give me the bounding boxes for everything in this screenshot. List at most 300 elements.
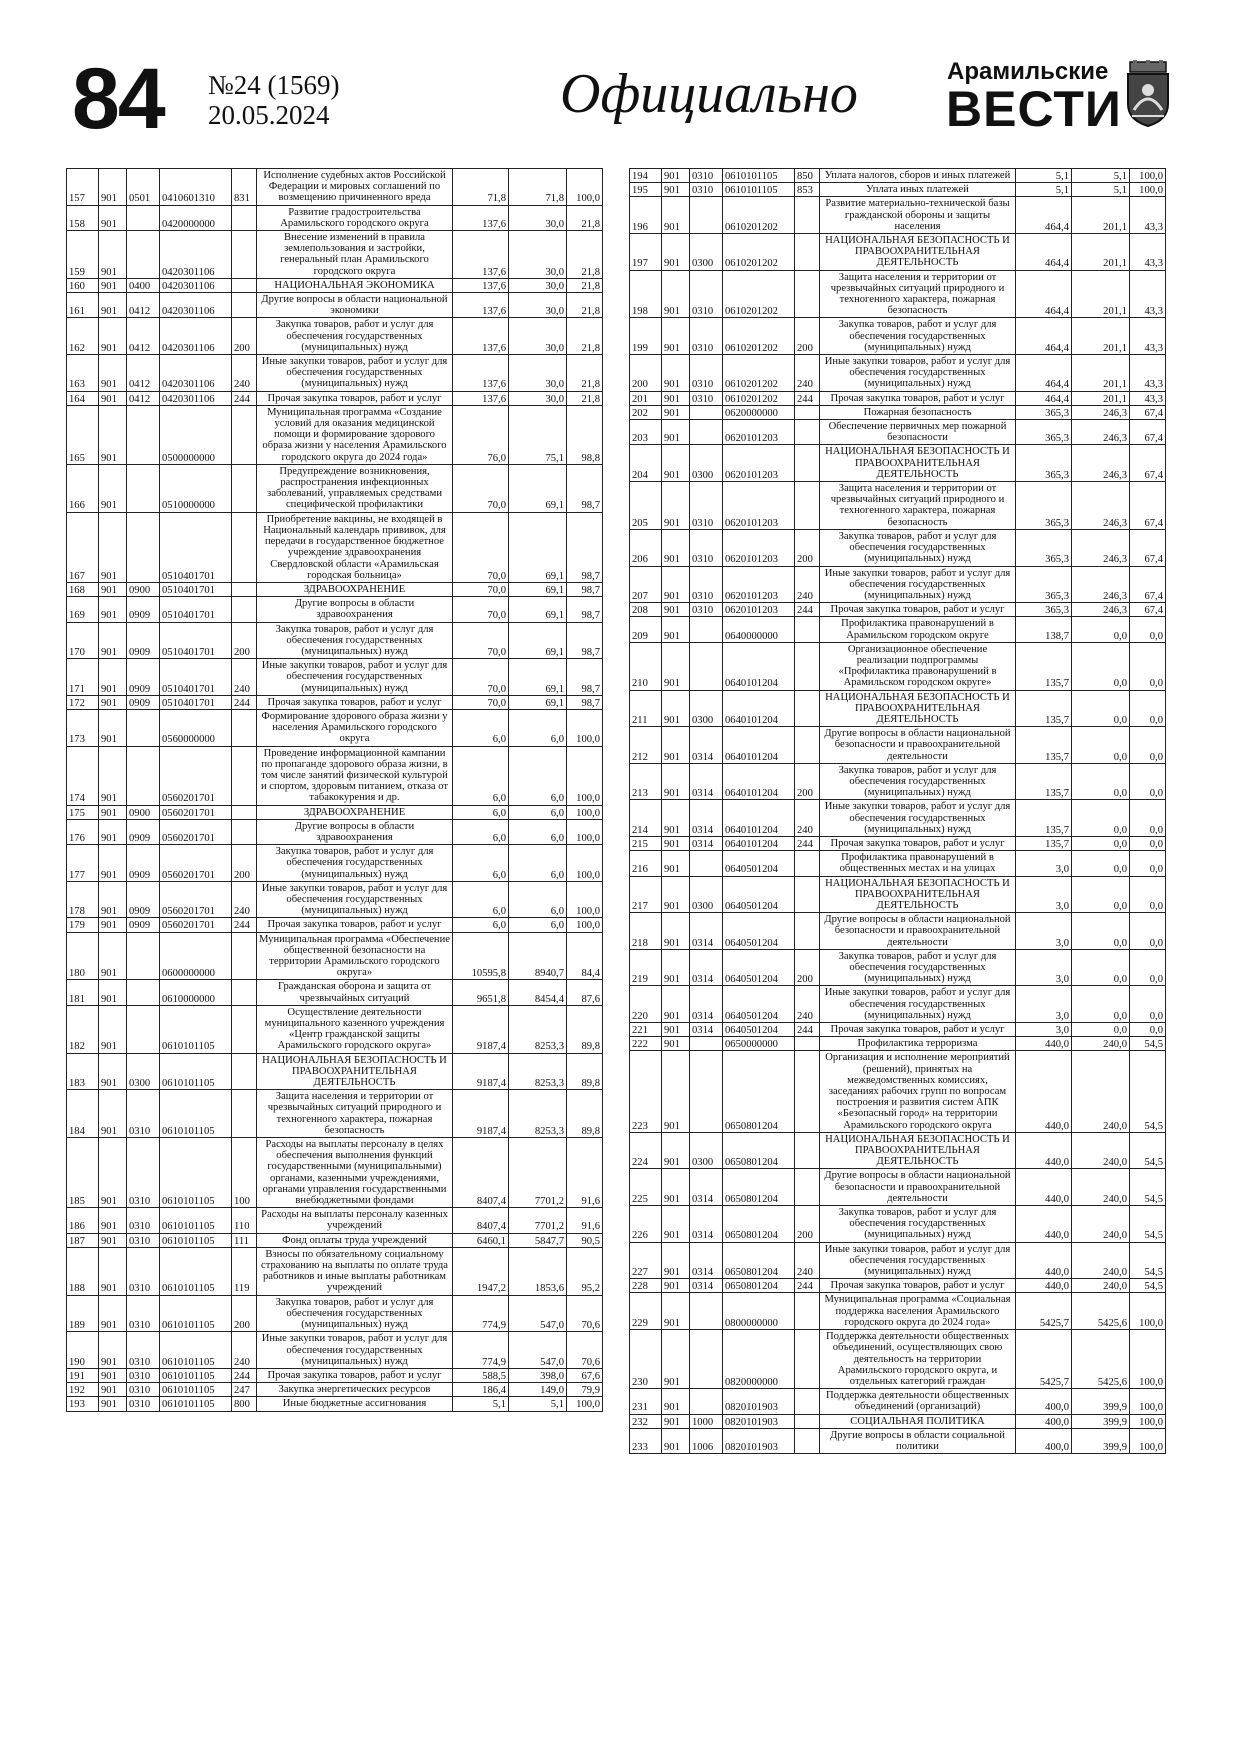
planned-amount: 365,3 xyxy=(1016,603,1072,617)
planned-amount: 137,6 xyxy=(453,293,509,318)
planned-amount: 5,1 xyxy=(1016,183,1072,197)
table-row xyxy=(630,986,1166,1023)
ministry-code: 901 xyxy=(99,1247,127,1295)
row-number: 215 xyxy=(630,836,662,850)
description: Другие вопросы в области национальной безопасности и правоохранительной деятельности xyxy=(820,913,1016,950)
issue-number: №24 (1569) xyxy=(208,70,340,100)
section-code: 0310 xyxy=(127,1090,160,1138)
planned-amount: 70,0 xyxy=(453,659,509,696)
table-row xyxy=(630,1242,1166,1279)
ministry-code: 901 xyxy=(99,709,127,746)
execution-percent: 87,6 xyxy=(567,980,603,1005)
description: Прочая закупка товаров, работ и услуг xyxy=(820,1279,1016,1293)
target-article-code: 0610101105 xyxy=(160,1295,232,1332)
ministry-code: 901 xyxy=(99,746,127,805)
expense-type-code xyxy=(795,445,820,482)
row-number: 183 xyxy=(67,1053,99,1090)
executed-amount: 240,0 xyxy=(1072,1169,1130,1206)
planned-amount: 135,7 xyxy=(1016,836,1072,850)
row-number: 186 xyxy=(67,1208,99,1233)
right-column xyxy=(629,168,1166,1454)
row-number: 195 xyxy=(630,183,662,197)
description: НАЦИОНАЛЬНАЯ БЕЗОПАСНОСТЬ И ПРАВООХРАНИТЕЛЬНАЯ ДЕЯТЕЛЬНОСТЬ xyxy=(820,1132,1016,1169)
description: Поддержка деятельности общественных объединений, осуществляющих свою деятельность на территории Арамильского городского округа, и отдельных категорий граждан xyxy=(820,1330,1016,1389)
ministry-code: 901 xyxy=(662,763,690,800)
table-row xyxy=(630,445,1166,482)
section-code: 1000 xyxy=(690,1414,723,1428)
expense-type-code xyxy=(795,1293,820,1330)
target-article-code: 0610201202 xyxy=(723,270,795,318)
section-code: 0314 xyxy=(690,836,723,850)
expense-type-code xyxy=(795,1132,820,1169)
executed-amount: 6,0 xyxy=(509,746,567,805)
target-article-code: 0510401701 xyxy=(160,659,232,696)
expense-type-code xyxy=(795,234,820,271)
executed-amount: 240,0 xyxy=(1072,1206,1130,1243)
row-number: 217 xyxy=(630,876,662,913)
target-article-code: 0610201202 xyxy=(723,197,795,234)
executed-amount: 30,0 xyxy=(509,278,567,292)
description: Закупка товаров, работ и услуг для обеспечения государственных (муниципальных) нужд xyxy=(820,949,1016,986)
table-row xyxy=(67,405,603,464)
section-code xyxy=(127,405,160,464)
description: НАЦИОНАЛЬНАЯ БЕЗОПАСНОСТЬ И ПРАВООХРАНИТЕЛЬНАЯ ДЕЯТЕЛЬНОСТЬ xyxy=(820,234,1016,271)
planned-amount: 588,5 xyxy=(453,1368,509,1382)
planned-amount: 135,7 xyxy=(1016,800,1072,837)
section-code xyxy=(690,617,723,642)
description: Организационное обеспечение реализации подпрограммы «Профилактика правонарушений в Арамильском городском округе» xyxy=(820,642,1016,690)
executed-amount: 0,0 xyxy=(1072,690,1130,727)
executed-amount: 75,1 xyxy=(509,405,567,464)
ministry-code: 901 xyxy=(662,420,690,445)
planned-amount: 9651,8 xyxy=(453,980,509,1005)
table-row xyxy=(630,1206,1166,1243)
description: Закупка товаров, работ и услуг для обеспечения государственных (муниципальных) нужд xyxy=(257,1295,453,1332)
ministry-code: 901 xyxy=(662,603,690,617)
expense-type-code xyxy=(232,293,257,318)
execution-percent: 100,0 xyxy=(1130,169,1166,183)
table-row xyxy=(630,642,1166,690)
executed-amount: 0,0 xyxy=(1072,727,1130,764)
section-code xyxy=(127,746,160,805)
expense-type-code xyxy=(795,1037,820,1051)
executed-amount: 30,0 xyxy=(509,355,567,392)
section-code xyxy=(690,1037,723,1051)
section-code xyxy=(690,405,723,419)
executed-amount: 201,1 xyxy=(1072,391,1130,405)
target-article-code: 0640501204 xyxy=(723,876,795,913)
table-row xyxy=(630,1023,1166,1037)
executed-amount: 0,0 xyxy=(1072,642,1130,690)
planned-amount: 3,0 xyxy=(1016,851,1072,876)
planned-amount: 10595,8 xyxy=(453,932,509,980)
section-code xyxy=(690,1330,723,1389)
execution-percent: 98,7 xyxy=(567,622,603,659)
planned-amount: 6,0 xyxy=(453,709,509,746)
executed-amount: 0,0 xyxy=(1072,949,1130,986)
table-row xyxy=(630,1330,1166,1389)
target-article-code: 0650801204 xyxy=(723,1242,795,1279)
target-article-code: 0640101204 xyxy=(723,836,795,850)
expense-type-code: 244 xyxy=(795,836,820,850)
executed-amount: 5425,6 xyxy=(1072,1330,1130,1389)
expense-type-code: 200 xyxy=(232,1295,257,1332)
section-code: 0310 xyxy=(127,1208,160,1233)
row-number: 207 xyxy=(630,566,662,603)
expense-type-code xyxy=(795,405,820,419)
ministry-code: 901 xyxy=(99,512,127,582)
planned-amount: 464,4 xyxy=(1016,197,1072,234)
ministry-code: 901 xyxy=(662,1414,690,1428)
section-code: 0909 xyxy=(127,659,160,696)
section-code: 0314 xyxy=(690,727,723,764)
expense-type-code xyxy=(232,819,257,844)
budget-table-left xyxy=(66,168,603,1412)
table-row xyxy=(630,566,1166,603)
row-number: 159 xyxy=(67,231,99,279)
ministry-code: 901 xyxy=(99,1090,127,1138)
planned-amount: 70,0 xyxy=(453,582,509,596)
row-number: 220 xyxy=(630,986,662,1023)
execution-percent: 67,4 xyxy=(1130,603,1166,617)
execution-percent: 54,5 xyxy=(1130,1206,1166,1243)
ministry-code: 901 xyxy=(99,1053,127,1090)
ministry-code: 901 xyxy=(662,1242,690,1279)
table-row xyxy=(67,932,603,980)
row-number: 182 xyxy=(67,1005,99,1053)
target-article-code: 0420301106 xyxy=(160,318,232,355)
executed-amount: 240,0 xyxy=(1072,1279,1130,1293)
execution-percent: 21,8 xyxy=(567,293,603,318)
executed-amount: 149,0 xyxy=(509,1383,567,1397)
description: Формирование здорового образа жизни у населения Арамильского городского округа xyxy=(257,709,453,746)
description: Защита населения и территории от чрезвычайных ситуаций природного и техногенного характера, пожарная безопасность xyxy=(257,1090,453,1138)
description: Иные закупки товаров, работ и услуг для обеспечения государственных (муниципальных) нужд xyxy=(257,1332,453,1369)
execution-percent: 70,6 xyxy=(567,1332,603,1369)
executed-amount: 6,0 xyxy=(509,805,567,819)
section-code xyxy=(690,420,723,445)
expense-type-code xyxy=(795,1330,820,1389)
execution-percent: 21,8 xyxy=(567,231,603,279)
execution-percent: 0,0 xyxy=(1130,690,1166,727)
ministry-code: 901 xyxy=(99,169,127,206)
expense-type-code xyxy=(232,980,257,1005)
section-code: 0310 xyxy=(127,1247,160,1295)
expense-type-code xyxy=(232,512,257,582)
planned-amount: 365,3 xyxy=(1016,529,1072,566)
ministry-code: 901 xyxy=(99,318,127,355)
section-code: 0310 xyxy=(690,566,723,603)
expense-type-code xyxy=(795,1414,820,1428)
description: Развитие градостроительства Арамильского городского округа xyxy=(257,205,453,230)
expense-type-code xyxy=(795,690,820,727)
expense-type-code xyxy=(232,278,257,292)
row-number: 160 xyxy=(67,278,99,292)
target-article-code: 0510401701 xyxy=(160,695,232,709)
description: Прочая закупка товаров, работ и услуг xyxy=(257,918,453,932)
executed-amount: 69,1 xyxy=(509,659,567,696)
ministry-code: 901 xyxy=(662,690,690,727)
executed-amount: 246,3 xyxy=(1072,529,1130,566)
target-article-code: 0800000000 xyxy=(723,1293,795,1330)
execution-percent: 54,5 xyxy=(1130,1037,1166,1051)
planned-amount: 365,3 xyxy=(1016,566,1072,603)
page-header xyxy=(0,0,1241,150)
table-row xyxy=(630,391,1166,405)
target-article-code: 0620101203 xyxy=(723,566,795,603)
left-column xyxy=(66,168,603,1412)
ministry-code: 901 xyxy=(99,278,127,292)
expense-type-code xyxy=(232,932,257,980)
description: Закупка энергетических ресурсов xyxy=(257,1383,453,1397)
expense-type-code: 119 xyxy=(232,1247,257,1295)
expense-type-code: 800 xyxy=(232,1397,257,1411)
row-number: 222 xyxy=(630,1037,662,1051)
executed-amount: 8940,7 xyxy=(509,932,567,980)
planned-amount: 137,6 xyxy=(453,318,509,355)
table-row xyxy=(630,1132,1166,1169)
row-number: 178 xyxy=(67,881,99,918)
executed-amount: 0,0 xyxy=(1072,800,1130,837)
ministry-code: 901 xyxy=(99,881,127,918)
planned-amount: 440,0 xyxy=(1016,1051,1072,1132)
table-row xyxy=(630,1051,1166,1132)
table-row xyxy=(630,851,1166,876)
ministry-code: 901 xyxy=(662,169,690,183)
executed-amount: 240,0 xyxy=(1072,1037,1130,1051)
target-article-code: 0820000000 xyxy=(723,1330,795,1389)
target-article-code: 0420301106 xyxy=(160,391,232,405)
table-row xyxy=(630,1428,1166,1453)
row-number: 228 xyxy=(630,1279,662,1293)
target-article-code: 0640000000 xyxy=(723,617,795,642)
section-code: 0314 xyxy=(690,913,723,950)
executed-amount: 8454,4 xyxy=(509,980,567,1005)
table-row xyxy=(630,690,1166,727)
table-row xyxy=(67,746,603,805)
row-number: 200 xyxy=(630,355,662,392)
execution-percent: 98,7 xyxy=(567,512,603,582)
expense-type-code: 200 xyxy=(795,763,820,800)
execution-percent: 89,8 xyxy=(567,1005,603,1053)
execution-percent: 0,0 xyxy=(1130,727,1166,764)
execution-percent: 100,0 xyxy=(567,881,603,918)
expense-type-code xyxy=(232,597,257,622)
row-number: 190 xyxy=(67,1332,99,1369)
description: Муниципальная программа «Создание условий для оказания медицинской помощи и формирование здорового образа жизни у населения Арамильского городского округа до 2024 года» xyxy=(257,405,453,464)
planned-amount: 400,0 xyxy=(1016,1428,1072,1453)
table-row xyxy=(67,464,603,512)
row-number: 233 xyxy=(630,1428,662,1453)
row-number: 157 xyxy=(67,169,99,206)
target-article-code: 0640501204 xyxy=(723,851,795,876)
executed-amount: 5,1 xyxy=(1072,183,1130,197)
expense-type-code xyxy=(232,464,257,512)
planned-amount: 8407,4 xyxy=(453,1138,509,1208)
table-row xyxy=(67,318,603,355)
section-code xyxy=(127,932,160,980)
row-number: 161 xyxy=(67,293,99,318)
expense-type-code: 850 xyxy=(795,169,820,183)
planned-amount: 186,4 xyxy=(453,1383,509,1397)
description: Закупка товаров, работ и услуг для обеспечения государственных (муниципальных) нужд xyxy=(820,1206,1016,1243)
ministry-code: 901 xyxy=(99,659,127,696)
target-article-code: 0510000000 xyxy=(160,464,232,512)
target-article-code: 0610201202 xyxy=(723,391,795,405)
ministry-code: 901 xyxy=(99,464,127,512)
section-code: 0300 xyxy=(690,1132,723,1169)
execution-percent: 100,0 xyxy=(567,1397,603,1411)
description: НАЦИОНАЛЬНАЯ БЕЗОПАСНОСТЬ И ПРАВООХРАНИТЕЛЬНАЯ ДЕЯТЕЛЬНОСТЬ xyxy=(820,445,1016,482)
ministry-code: 901 xyxy=(662,183,690,197)
execution-percent: 95,2 xyxy=(567,1247,603,1295)
ministry-code: 901 xyxy=(662,391,690,405)
target-article-code: 0510401701 xyxy=(160,597,232,622)
table-row xyxy=(630,1279,1166,1293)
execution-percent: 100,0 xyxy=(567,169,603,206)
target-article-code: 0420301106 xyxy=(160,355,232,392)
row-number: 229 xyxy=(630,1293,662,1330)
executed-amount: 399,9 xyxy=(1072,1428,1130,1453)
executed-amount: 201,1 xyxy=(1072,270,1130,318)
executed-amount: 398,0 xyxy=(509,1368,567,1382)
row-number: 198 xyxy=(630,270,662,318)
planned-amount: 5,1 xyxy=(453,1397,509,1411)
executed-amount: 5,1 xyxy=(509,1397,567,1411)
expense-type-code xyxy=(795,851,820,876)
expense-type-code xyxy=(232,1005,257,1053)
section-code: 0310 xyxy=(690,603,723,617)
target-article-code: 0650000000 xyxy=(723,1037,795,1051)
section-code xyxy=(127,980,160,1005)
section-code: 0300 xyxy=(690,445,723,482)
ministry-code: 901 xyxy=(662,1206,690,1243)
row-number: 205 xyxy=(630,482,662,530)
table-row xyxy=(67,1090,603,1138)
execution-percent: 79,9 xyxy=(567,1383,603,1397)
table-row xyxy=(67,1383,603,1397)
executed-amount: 201,1 xyxy=(1072,318,1130,355)
section-code: 0900 xyxy=(127,582,160,596)
planned-amount: 135,7 xyxy=(1016,727,1072,764)
ministry-code: 901 xyxy=(662,876,690,913)
section-code: 0314 xyxy=(690,1023,723,1037)
description: СОЦИАЛЬНАЯ ПОЛИТИКА xyxy=(820,1414,1016,1428)
planned-amount: 6,0 xyxy=(453,918,509,932)
execution-percent: 43,3 xyxy=(1130,355,1166,392)
section-code: 0314 xyxy=(690,949,723,986)
table-row xyxy=(630,617,1166,642)
table-row xyxy=(630,876,1166,913)
description: Закупка товаров, работ и услуг для обеспечения государственных (муниципальных) нужд xyxy=(257,318,453,355)
execution-percent: 100,0 xyxy=(567,709,603,746)
planned-amount: 3,0 xyxy=(1016,876,1072,913)
table-row xyxy=(67,659,603,696)
target-article-code: 0640501204 xyxy=(723,913,795,950)
planned-amount: 9187,4 xyxy=(453,1053,509,1090)
target-article-code: 0620101203 xyxy=(723,529,795,566)
ministry-code: 901 xyxy=(662,405,690,419)
ministry-code: 901 xyxy=(662,1023,690,1037)
row-number: 199 xyxy=(630,318,662,355)
table-row xyxy=(630,318,1166,355)
execution-percent: 0,0 xyxy=(1130,986,1166,1023)
row-number: 171 xyxy=(67,659,99,696)
expense-type-code: 240 xyxy=(795,355,820,392)
section-title: Официально xyxy=(560,63,858,125)
target-article-code: 0610101105 xyxy=(723,169,795,183)
description: Обеспечение первичных мер пожарной безопасности xyxy=(820,420,1016,445)
description: Осуществление деятельности муниципального казенного учреждения «Центр гражданской защиты Арамильского городского округа» xyxy=(257,1005,453,1053)
planned-amount: 440,0 xyxy=(1016,1132,1072,1169)
description: ЗДРАВООХРАНЕНИЕ xyxy=(257,805,453,819)
section-code xyxy=(127,205,160,230)
target-article-code: 0420301106 xyxy=(160,231,232,279)
target-article-code: 0640101204 xyxy=(723,800,795,837)
ministry-code: 901 xyxy=(662,1293,690,1330)
row-number: 165 xyxy=(67,405,99,464)
execution-percent: 43,3 xyxy=(1130,391,1166,405)
planned-amount: 440,0 xyxy=(1016,1279,1072,1293)
expense-type-code: 240 xyxy=(232,881,257,918)
executed-amount: 69,1 xyxy=(509,582,567,596)
planned-amount: 1947,2 xyxy=(453,1247,509,1295)
row-number: 167 xyxy=(67,512,99,582)
description: Расходы на выплаты персоналу в целях обеспечения выполнения функций государственными (муниципальными) органами, казенными учреждениями, органами управления государственными внебюджетными фондами xyxy=(257,1138,453,1208)
ministry-code: 901 xyxy=(99,582,127,596)
section-code: 0310 xyxy=(127,1233,160,1247)
execution-percent: 0,0 xyxy=(1130,851,1166,876)
description: Прочая закупка товаров, работ и услуг xyxy=(257,695,453,709)
expense-type-code xyxy=(232,205,257,230)
execution-percent: 67,4 xyxy=(1130,445,1166,482)
ministry-code: 901 xyxy=(662,197,690,234)
target-article-code: 0610101105 xyxy=(160,1005,232,1053)
ministry-code: 901 xyxy=(662,1169,690,1206)
section-code: 0909 xyxy=(127,845,160,882)
execution-percent: 54,5 xyxy=(1130,1169,1166,1206)
ministry-code: 901 xyxy=(662,727,690,764)
target-article-code: 0640101204 xyxy=(723,763,795,800)
planned-amount: 3,0 xyxy=(1016,913,1072,950)
execution-percent: 98,7 xyxy=(567,582,603,596)
row-number: 204 xyxy=(630,445,662,482)
row-number: 232 xyxy=(630,1414,662,1428)
row-number: 206 xyxy=(630,529,662,566)
expense-type-code xyxy=(795,913,820,950)
expense-type-code xyxy=(795,197,820,234)
ministry-code: 901 xyxy=(662,986,690,1023)
description: Иные закупки товаров, работ и услуг для обеспечения государственных (муниципальных) нужд xyxy=(257,659,453,696)
ministry-code: 901 xyxy=(99,355,127,392)
table-row xyxy=(630,727,1166,764)
planned-amount: 137,6 xyxy=(453,355,509,392)
executed-amount: 240,0 xyxy=(1072,1051,1130,1132)
execution-percent: 100,0 xyxy=(1130,1293,1166,1330)
executed-amount: 246,3 xyxy=(1072,445,1130,482)
description: Прочая закупка товаров, работ и услуг xyxy=(820,1023,1016,1037)
expense-type-code: 240 xyxy=(795,800,820,837)
section-code: 0314 xyxy=(690,800,723,837)
section-code: 0310 xyxy=(690,391,723,405)
table-row xyxy=(630,234,1166,271)
table-row xyxy=(630,913,1166,950)
execution-percent: 0,0 xyxy=(1130,913,1166,950)
section-code: 0900 xyxy=(127,805,160,819)
section-code: 1006 xyxy=(690,1428,723,1453)
section-code xyxy=(127,1005,160,1053)
target-article-code: 0650801204 xyxy=(723,1132,795,1169)
